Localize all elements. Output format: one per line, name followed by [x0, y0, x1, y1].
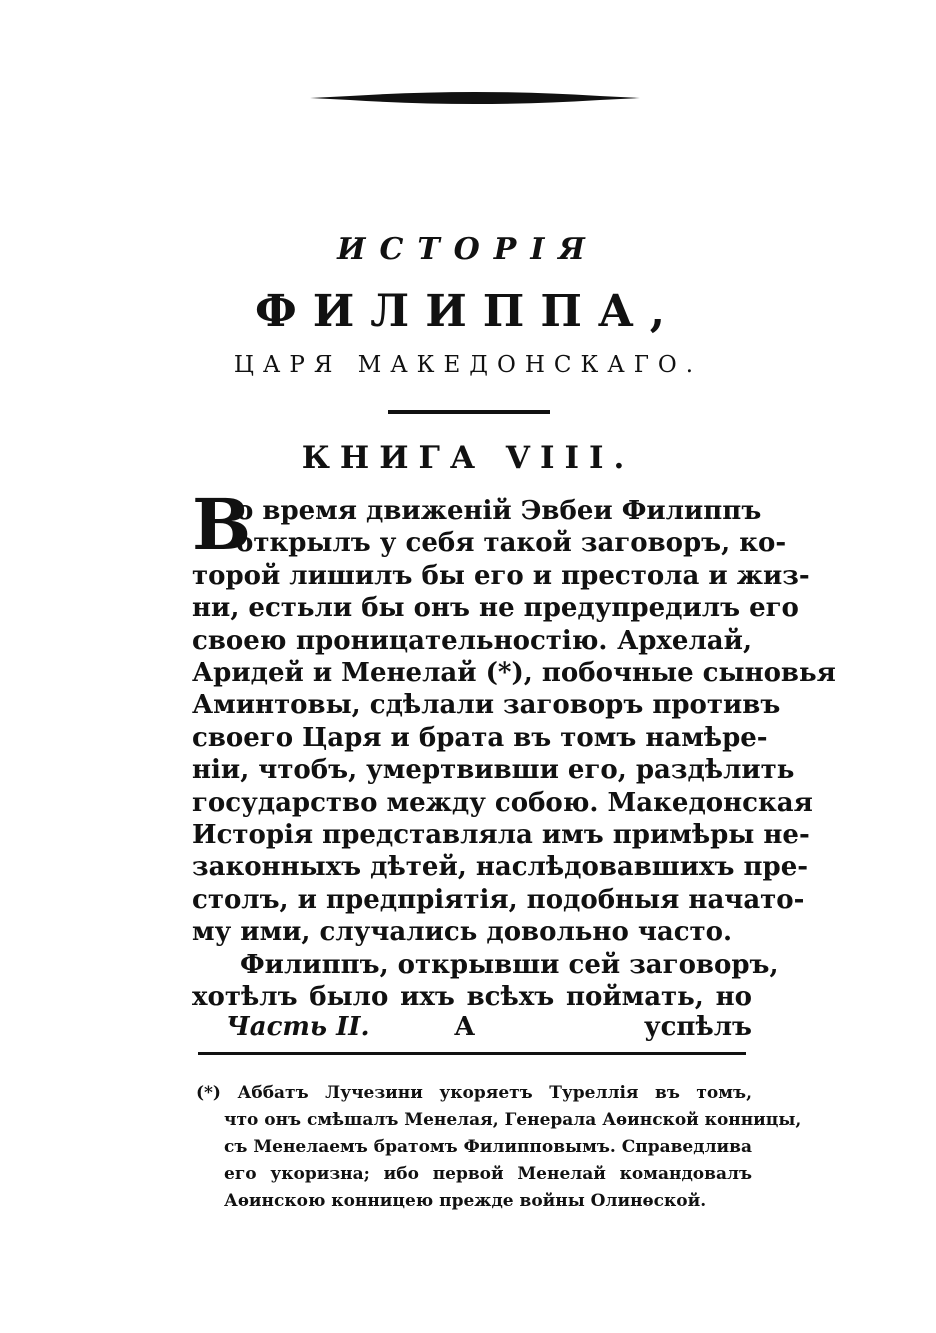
title-history: ИСТОРІЯ: [337, 232, 599, 267]
footnote-line: Аѳинскою конницею прежде войны Олинѳской.: [224, 1191, 707, 1211]
drop-cap: В: [192, 483, 252, 566]
text-line: своею проницательностію. Архелай,: [192, 625, 752, 656]
text-line: му ими, случались довольно часто.: [192, 917, 733, 948]
footnote-line: его укоризна; ибо первой Менелай командовалъ: [224, 1164, 752, 1184]
text-line: о время движеній Эвбеи Филиппъ: [236, 496, 762, 526]
footnote-line: съ Менелаемъ братомъ Филипповымъ. Справедлива: [224, 1137, 752, 1157]
text-line: Аридей и Менелай (*), побочные сыновья: [192, 658, 836, 689]
title-king-macedonian: ЦАРЯ МАКЕДОНСКАГО.: [233, 352, 703, 378]
footnote-line: что онъ смѣшалъ Менелая, Генерала Аѳинской конницы,: [224, 1110, 802, 1130]
text-line: своего Царя и брата въ томъ намѣре-: [192, 722, 768, 753]
text-line: открылъ у себя такой заговоръ, ко-: [236, 528, 787, 559]
book-heading: КНИГА VIII.: [301, 440, 635, 476]
signature-mark: А: [454, 1012, 476, 1042]
text-line: Филиппъ, открывши сей заговоръ,: [240, 949, 779, 980]
text-line: ніи, чтобъ, умертвивши его, раздѣлить: [192, 755, 795, 786]
title-philip: ФИЛИППА,: [254, 286, 682, 337]
part-number: Часть II.: [226, 1012, 370, 1042]
text-line: столъ, и предпріятія, подобныя начато-: [192, 884, 805, 915]
text-line: торой лишилъ бы его и престола и жиз-: [192, 560, 810, 591]
divider-short: [388, 410, 550, 414]
text-line: ни, естьли бы онъ не предупредилъ его: [192, 593, 799, 624]
body-text: [192, 495, 836, 1014]
text-line: государство между собою. Македонская: [192, 787, 813, 818]
text-line: законныхъ дѣтей, наслѣдовавшихъ пре-: [192, 852, 809, 883]
catchword: успѣлъ: [643, 1012, 752, 1042]
ornament-rule-icon: [310, 88, 640, 108]
text-line: Аминтовы, сдѣлали заговоръ противъ: [192, 690, 781, 721]
text-line: хотѣлъ было ихъ всѣхъ поймать, но: [192, 982, 752, 1013]
footnote-divider: [198, 1052, 746, 1055]
footnote-line: (*) Аббатъ Лучезини укоряетъ Туреллія въ томъ,: [196, 1083, 752, 1103]
footnote: [196, 1080, 802, 1215]
text-line: Исторія представляла имъ примѣры не-: [192, 820, 810, 851]
